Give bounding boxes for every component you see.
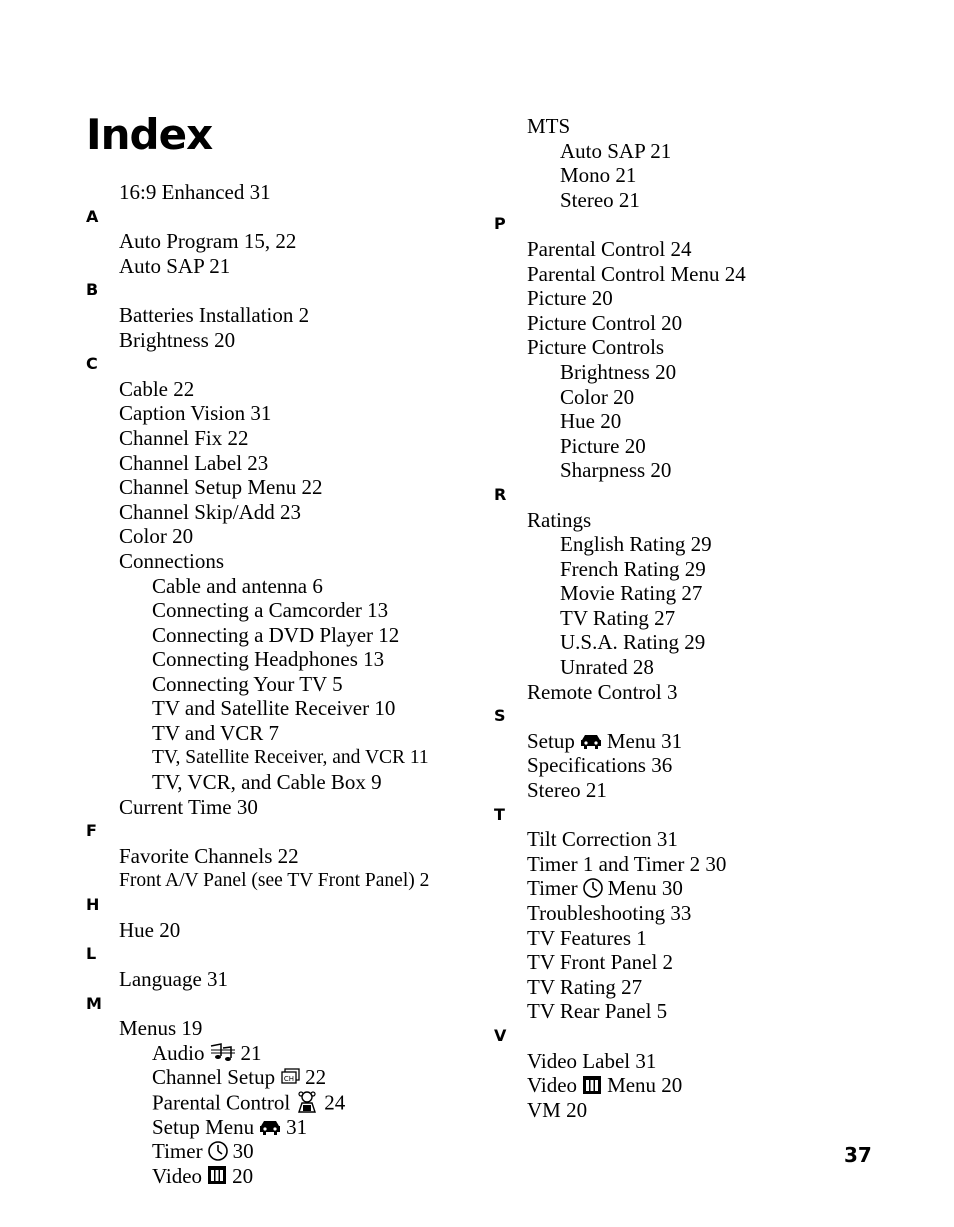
index-subentry: Color 20 [560,384,635,409]
entry-page-ref: 22 [305,1065,327,1090]
audio-icon [209,1042,237,1068]
index-entry: VM 20 [527,1097,588,1122]
index-entry: Ratings [527,507,592,532]
setup-icon [579,730,603,756]
index-entry: Cable 22 [119,376,195,401]
index-entry: Color 20 [119,524,194,549]
index-subentry: TV Rating 27 [560,605,676,630]
entry-label: Setup [527,728,575,753]
entry-label: Video [527,1073,578,1098]
index-entry: 16:9 Enhanced 31 [119,180,271,204]
index-letter-heading: B [86,280,99,300]
index-entry: MTS [527,114,571,138]
index-subentry: Connecting Headphones 13 [152,647,385,672]
index-entry: Connections [119,548,224,573]
index-entry: Auto SAP 21 [119,253,231,278]
page-title: Index [86,110,213,159]
index-subentry: Mono 21 [560,163,637,188]
index-entry: Channel Label 23 [119,450,269,475]
index-entry: Favorite Channels 22 [119,844,299,869]
right-column [494,114,874,1122]
index-subentry [86,1065,476,1090]
index-letter-heading: T [494,804,505,824]
index-entry: Specifications 36 [527,753,673,778]
index-entry: TV Rear Panel 5 [527,999,668,1024]
left-column [86,180,476,1188]
setup-icon [258,1116,282,1142]
entry-page-ref: 31 [286,1114,308,1139]
entry-label: Parental Control [152,1090,291,1115]
index-subentry: French Rating 29 [560,556,706,581]
index-letter-heading: V [494,1025,507,1045]
index-entry: Front A/V Panel (see TV Front Panel) 2 [119,869,430,891]
index-entry: Caption Vision 31 [119,401,272,426]
index-entry: Current Time 30 [119,794,258,819]
entry-label: Setup Menu [152,1114,255,1139]
index-subentry: TV and Satellite Receiver 10 [152,696,396,721]
index-entry: Parental Control 24 [527,236,692,261]
index-entry: Picture Control 20 [527,310,683,335]
index-entry: Troubleshooting 33 [527,901,692,925]
svg-text:CH: CH [284,1074,295,1083]
index-subentry: Connecting Your TV 5 [152,671,343,696]
entry-label: Channel Setup [152,1065,276,1090]
entry-page-ref: 21 [240,1040,262,1065]
index-entry [494,876,874,901]
index-subentry [86,1090,476,1115]
index-entry: Batteries Installation 2 [119,302,310,327]
channel-setup-icon [279,1067,301,1093]
entry-page-ref: 30 [232,1139,254,1164]
index-entry [494,729,874,754]
index-subentry: Hue 20 [560,409,622,434]
index-letter-heading: R [494,484,507,504]
video-icon [206,1164,228,1192]
index-entry: Tilt Correction 31 [527,827,678,852]
index-subentry [86,1115,476,1140]
entry-label: Audio [152,1040,205,1065]
entry-label: Timer [527,876,578,901]
index-entry: Brightness 20 [119,327,236,352]
index-letter-heading: A [86,206,99,226]
index-subentry: Sharpness 20 [560,458,672,483]
index-subentry: U.S.A. Rating 29 [560,630,706,655]
index-subentry [86,1164,476,1189]
index-entry: TV Rating 27 [527,974,643,999]
index-letter-heading: H [86,895,100,915]
index-subentry [86,1041,476,1066]
index-letter-heading: P [494,214,506,234]
index-subentry: TV, Satellite Receiver, and VCR 11 [152,746,429,768]
index-subentry: Connecting a DVD Player 12 [152,622,400,647]
index-entry: Remote Control 3 [527,679,678,704]
index-entry: TV Front Panel 2 [527,950,674,975]
index-subentry: Unrated 28 [560,655,654,680]
index-entry: Channel Setup Menu 22 [119,475,323,500]
index-subentry: Auto SAP 21 [560,138,672,163]
index-letter-heading: C [86,354,98,374]
entry-page-ref: Menu 31 [606,728,683,753]
index-entry: Auto Program 15, 22 [119,229,297,254]
index-entry: Picture 20 [527,286,613,311]
index-entry: Language 31 [119,967,229,991]
index-subentry: Brightness 20 [560,359,677,384]
index-subentry: Connecting a Camcorder 13 [152,598,389,623]
index-subentry: TV and VCR 7 [152,721,279,746]
index-subentry: Movie Rating 27 [560,581,703,606]
entry-page-ref: 20 [232,1163,254,1188]
index-letter-heading: M [86,993,102,1013]
index-subentry: Picture 20 [560,433,646,458]
index-letter-heading: L [86,944,97,964]
entry-page-ref: Menu 30 [607,876,683,901]
index-entry: Channel Skip/Add 23 [119,499,301,524]
index-subentry [86,1139,476,1164]
index-subentry: Stereo 21 [560,187,640,212]
index-entry [494,1073,874,1098]
entry-page-ref: Menu 20 [607,1073,683,1098]
index-letter-heading: F [86,821,97,841]
entry-label: Timer [152,1139,203,1164]
index-entry: Picture Controls [527,335,665,360]
index-entry: Stereo 21 [527,778,607,803]
index-subentry: Cable and antenna 6 [152,573,323,598]
index-entry: Menus 19 [119,1016,203,1041]
entry-label: Video [152,1163,203,1188]
index-letter-heading: S [494,706,506,726]
index-entry: Timer 1 and Timer 2 30 [527,851,727,876]
page-number: 37 [844,1143,872,1167]
index-entry: Channel Fix 22 [119,425,249,450]
index-entry: TV Features 1 [527,925,647,950]
entry-page-ref: 24 [324,1090,346,1115]
index-entry: Video Label 31 [527,1048,657,1073]
index-entry: Parental Control Menu 24 [527,261,746,286]
index-subentry: TV, VCR, and Cable Box 9 [152,770,382,795]
index-subentry: English Rating 29 [560,532,712,557]
index-entry: Hue 20 [119,917,181,942]
